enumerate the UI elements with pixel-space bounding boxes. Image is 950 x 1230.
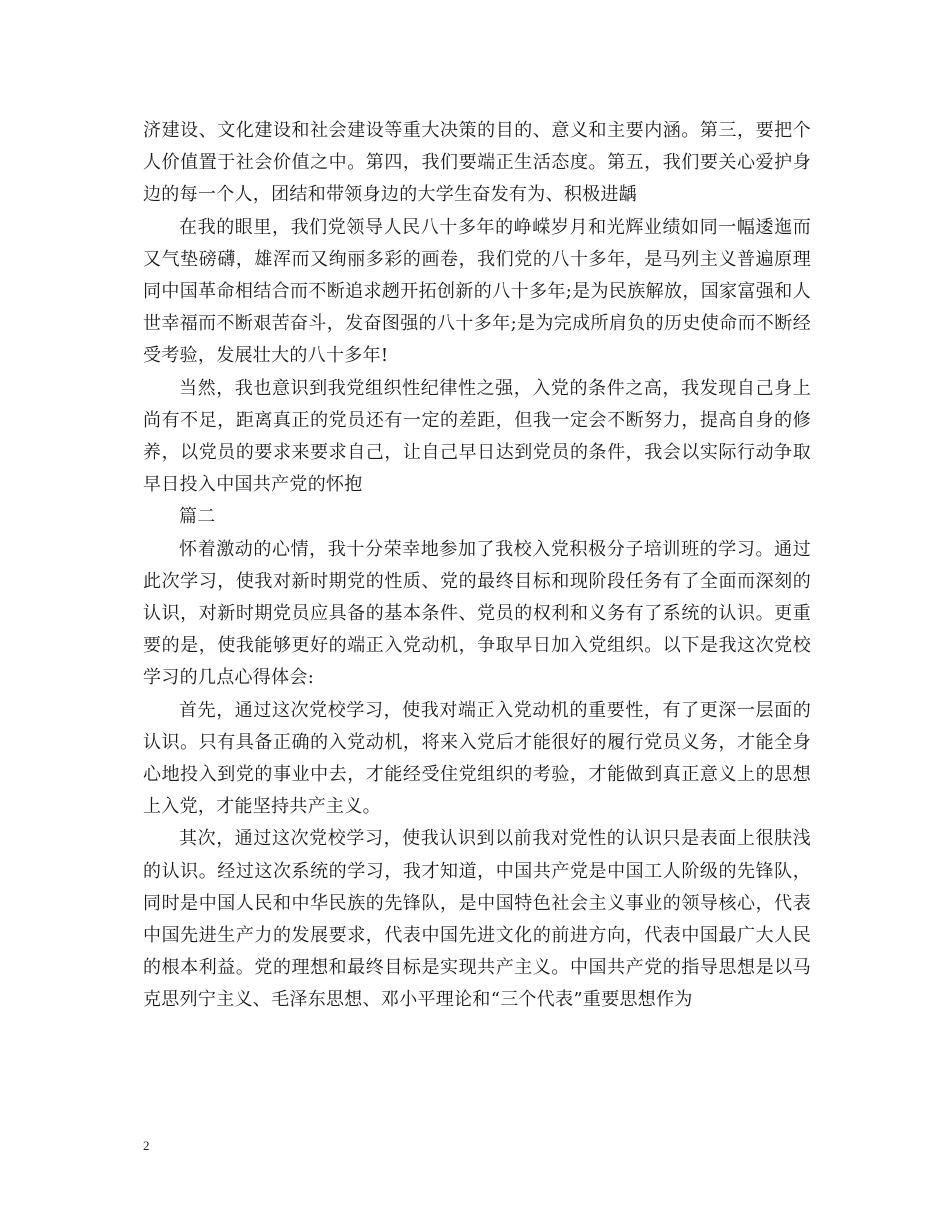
paragraph-6: 其次，通过这次党校学习，使我认识到以前我对党性的认识只是表面上很肤浅的认识。经过这次系统的学习，我才知道，中国共产党是中国工人阶级的先锋队，同时是中国人民和中华民族的先锋队，是中国特色社会主义事业的领导核心，代表中国先进生产力的发展要求，代表中国先进文化的前进方向，代表中国最广大人民的根本利益。党的理想和最终目标是实现共产主义。中国共产党的指导思想是以马克思列宁主义、毛泽东思想、邓小平理论和“三个代表”重要思想作为 <box>143 828 811 1011</box>
paragraph-1: 济建设、文化建设和社会建设等重大决策的目的、意义和主要内涵。第三，要把个人价值置于社会价值之中。第四，我们要端正生活态度。第五，我们要关心爱护身边的每一个人，团结和带领身边的大学生奋发有为、积极进龋 <box>143 120 811 206</box>
section-heading-part-two: 篇二 <box>179 506 216 528</box>
paragraph-2: 在我的眼里，我们党领导人民八十多年的峥嵘岁月和光辉业绩如同一幅逶迤而又气垫磅礴，雄浑而又绚丽多彩的画卷，我们党的八十多年，是马列主义普遍原理同中国革命相结合而不断追求趔开拓创新的八十多年;是为民族解放，国家富强和人世幸福而不断艰苦奋斗，发奋图强的八十多年;是为完成所肩负的历史使命而不断经受考验，发展壮大的八十多年! <box>143 216 811 367</box>
paragraph-5: 首先，通过这次党校学习，使我对端正入党动机的重要性，有了更深一层面的认识。只有具备正确的入党动机，将来入党后才能很好的履行党员义务，才能全身心地投入到党的事业中去，才能经受住党组织的考验，才能做到真正意义上的思想上入党，才能坚持共产主义。 <box>143 699 811 818</box>
page-number: 2 <box>143 1138 150 1153</box>
paragraph-4: 怀着激动的心情，我十分荣幸地参加了我校入党积极分子培训班的学习。通过此次学习，使我对新时期党的性质、党的最终目标和现阶段任务有了全面而深刻的认识，对新时期党员应具备的基本条件、党员的权利和义务有了系统的认识。更重要的是，使我能够更好的端正入党动机，争取早日加入党组织。以下是我这次党校学习的几点心得体会: <box>143 538 811 689</box>
document-body <box>143 115 811 1017</box>
paragraph-3: 当然，我也意识到我党组织性纪律性之强，入党的条件之高，我发现自己身上尚有不足，距离真正的党员还有一定的差距，但我一定会不断努力，提高自身的修养，以党员的要求来要求自己，让自己早日达到党员的条件，我会以实际行动争取早日投入中国共产党的怀抱 <box>143 377 811 496</box>
